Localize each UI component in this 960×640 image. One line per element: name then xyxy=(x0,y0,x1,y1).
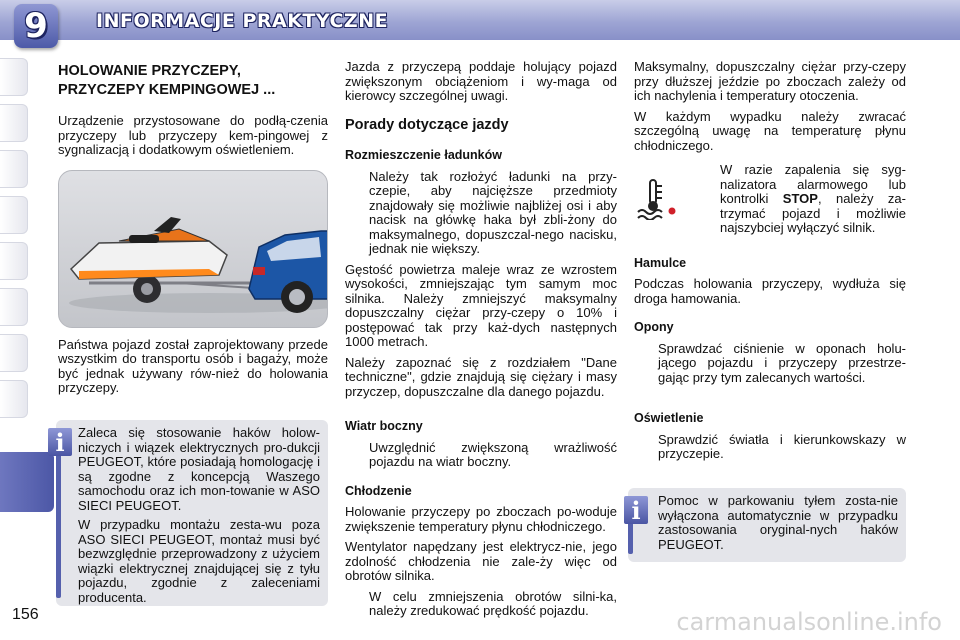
cooling-paragraph-1: Holowanie przyczepy po zboczach po-woduje zwiększenie temperatury płynu chłodniczego. xyxy=(345,504,617,534)
chapter-tab[interactable] xyxy=(0,334,28,372)
list-item xyxy=(345,441,617,470)
bullet-text: W celu zmniejszenia obrotów silni-ka, należy zredukować prędkość pojazdu. xyxy=(369,588,617,618)
chapter-title: INFORMACJE PRAKTYCZNE xyxy=(96,10,389,32)
subheading-brakes: Hamulce xyxy=(634,255,687,270)
info-box-content xyxy=(78,426,320,610)
column-middle xyxy=(345,60,617,625)
chapter-tab[interactable] xyxy=(0,242,28,280)
list-item xyxy=(345,170,617,257)
column-right xyxy=(634,60,906,468)
cooling-paragraph-2: Wentylator napędzany jest elektrycz-nie, jego zdolność chłodzenia nie zale-ży więc od obrotów silnika. xyxy=(345,539,617,583)
section-title-driving-advice: Porady dotyczące jazdy xyxy=(345,116,509,133)
subheading-cooling: Chłodzenie xyxy=(345,483,412,498)
chapter-number: 9 xyxy=(24,6,48,46)
list-item xyxy=(634,342,906,386)
info-box-content: Pomoc w parkowaniu tyłem zosta-nie wyłączona automatycznie w przypadku zastosowania oryginal-nych haków PEUGEOT. xyxy=(658,493,898,552)
column-left xyxy=(58,60,328,402)
vehicle-design-paragraph: Państwa pojazd został zaprojektowany przede wszystkim do transportu osób i bagaży, może być jednak używany rów-nież do holowania przyczepy. xyxy=(58,336,328,395)
bullet-text: Sprawdzić światła i kierunkowskazy w przyczepie. xyxy=(658,431,906,461)
chapter-tab[interactable] xyxy=(0,150,28,188)
bullet-marker-icon xyxy=(345,441,369,442)
warning-list-item xyxy=(696,163,906,236)
warning-text xyxy=(720,163,906,236)
page-title-line1: HOLOWANIE PRZYCZEPY, xyxy=(58,63,241,79)
list-item xyxy=(345,590,617,619)
chapter-tab[interactable] xyxy=(0,104,28,142)
info-paragraph-2: W przypadku montażu zesta-wu poza ASO SIECI PEUGEOT, montaż musi być bezwzględnie przeprowadzony z użyciem wiązki elektrycznej znajdującej się z tyłu pojazdu, zgodnie z zaleceniami producenta. xyxy=(78,517,320,605)
subheading-load-distribution: Rozmieszczenie ładunków xyxy=(345,148,502,162)
chapter-tab[interactable] xyxy=(0,196,28,234)
technical-data-paragraph: Należy zapoznać się z rozdziałem "Dane techniczne", gdzie znajdują się ciężary i masy przyczep, dopuszczalne dla danego pojazdu. xyxy=(345,354,617,399)
chapter-tab-active[interactable] xyxy=(0,452,54,512)
subheading-lighting: Oświetlenie xyxy=(634,411,704,425)
max-weight-paragraph: Maksymalny, dopuszczalny ciężar przy-czepy przy dłuższej jeździe po zboczach zależy od ich nachylenia i temperatury otoczenia. xyxy=(634,59,906,103)
stop-label: STOP xyxy=(782,191,818,206)
chapter-tab[interactable] xyxy=(0,288,28,326)
chapter-tab[interactable] xyxy=(0,380,28,418)
chapter-tab[interactable] xyxy=(0,58,28,96)
bullet-text: Uwzględnić zwiększoną wrażliwość pojazdu na wiatr boczny. xyxy=(369,439,617,469)
driving-intro-paragraph: Jazda z przyczepą poddaje holujący pojazd zwiększonym obciążeniom i wy-maga od kierowcy szczególnej uwagi. xyxy=(345,59,617,103)
bullet-marker-icon xyxy=(696,163,720,164)
bullet-text: Sprawdzać ciśnienie w oponach holu-jącego pojazdu i przyczepy przestrze-gając przy tym zalecanych wartości. xyxy=(658,340,906,385)
coolant-temperature-paragraph: W każdym wypadku należy zwracać szczególną uwagę na temperaturę płynu chłodniczego. xyxy=(634,108,906,153)
warning-text-start: W razie zapalenia się syg-nalizatora alarmowego lub kontrolki xyxy=(720,162,906,206)
towing-illustration-svg xyxy=(59,171,328,328)
chapter-badge xyxy=(14,4,58,48)
info-icon: i xyxy=(48,428,72,456)
warning-text-end: , należy za-trzymać pojazd i możliwie najszybciej wyłączyć silnik. xyxy=(720,191,906,235)
brakes-paragraph: Podczas holowania przyczepy, wydłuża się droga hamowania. xyxy=(634,276,906,306)
coolant-warning-svg xyxy=(636,178,692,220)
bullet-text: Należy tak rozłożyć ładunki na przy-czepie, aby najcięższe przedmioty znajdowały się możliwie najbliżej osi i aby nacisk na główkę haka był zbli-żony do maksymalnego, dopuszczal-nego nacisku, jednak nie większy. xyxy=(369,168,617,256)
info-box-parking-assist xyxy=(628,488,906,562)
info-paragraph-1: Zaleca się stosowanie haków holow-niczych i wiązek elektrycznych pro-dukcji PEUGEOT, które posiadają homologację i są zgodne z koncepcją Waszego samochodu oraz ich mon-towanie w ASO SIECI PEUGEOT. xyxy=(78,425,320,513)
subheading-tyres: Opony xyxy=(634,320,674,334)
list-item xyxy=(634,433,906,462)
subheading-crosswind: Wiatr boczny xyxy=(345,419,423,433)
coolant-temperature-warning-icon xyxy=(636,178,692,220)
bullet-marker-icon xyxy=(345,590,369,591)
page-title xyxy=(58,62,328,100)
bullet-marker-icon xyxy=(634,342,658,343)
bullet-marker-icon xyxy=(634,433,658,434)
chapter-tabs xyxy=(0,58,60,578)
bullet-marker-icon xyxy=(345,170,369,171)
page-number: 156 xyxy=(12,606,39,623)
car-towing-jet-ski-illustration xyxy=(58,170,328,328)
info-icon: i xyxy=(624,496,648,524)
intro-paragraph: Urządzenie przystosowane do podłą-czenia przyczepy lub przyczepy kem-pingowej z sygnalizacją i dodatkowym oświetleniem. xyxy=(58,113,328,157)
air-density-paragraph: Gęstość powietrza maleje wraz ze wzrostem wysokości, zmniejszając tym samym moc silnika. Należy zmniejszyć maksymalny dopuszczalny ciężar przy-czepy o 10% i postępować tak przy każ-dych następnych 1000 metrach. xyxy=(345,261,617,349)
watermark: carmanualsonline.info xyxy=(676,608,942,636)
info-box-towbar-recommendation xyxy=(56,420,328,606)
page-title-line2: PRZYCZEPY KEMPINGOWEJ ... xyxy=(58,82,276,98)
